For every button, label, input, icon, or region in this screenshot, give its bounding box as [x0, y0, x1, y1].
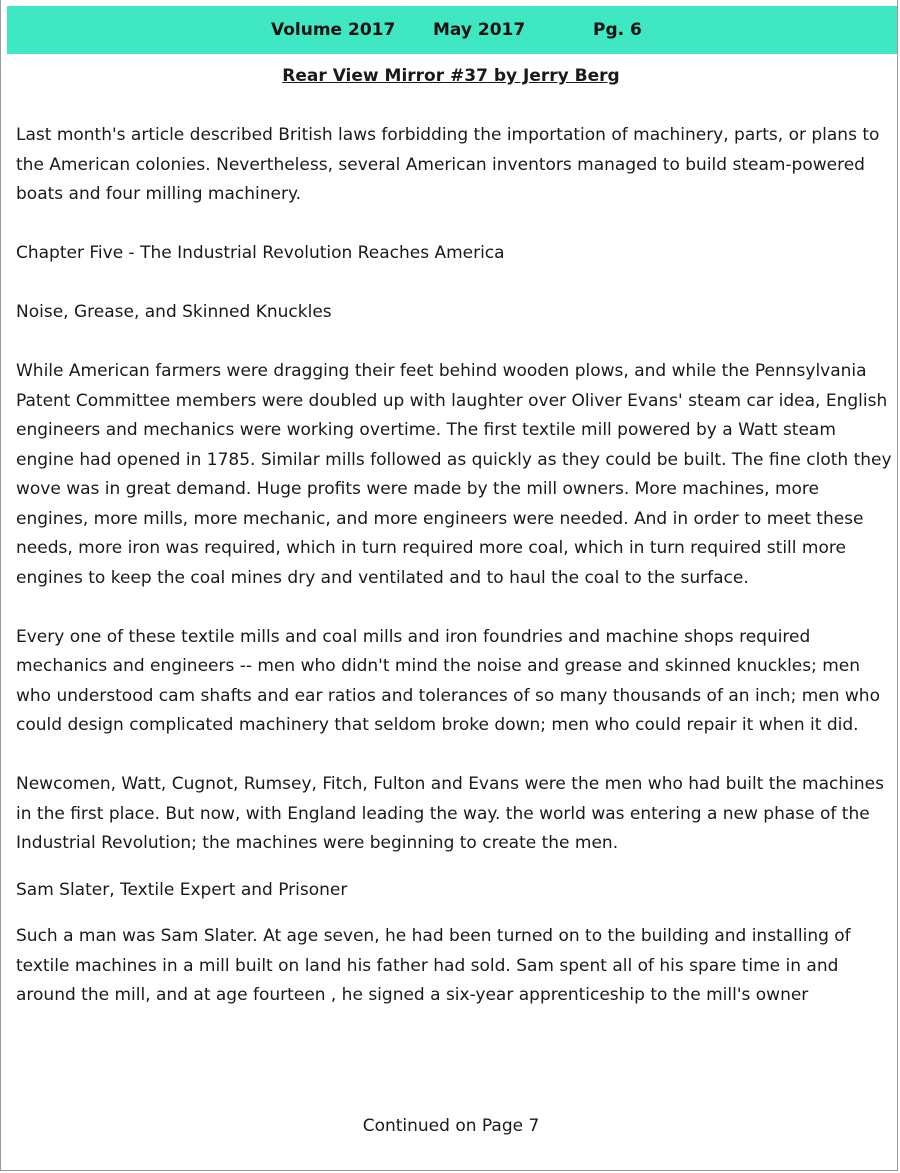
body-paragraph: Every one of these textile mills and coal mills and iron foundries and machine shops required mechanics and engineers -- men who didn't mind the noise and grease and skinned knuckles; men who understood cam shafts and ear ratios and tolerances of so many thousands of an inch; men who could design complicated machinery that seldom broke down; men who could repair it when it did.	[16, 626, 880, 735]
continued-note: Continued on Page 7	[362, 1116, 540, 1136]
article-title: Rear View Mirror #37 by Jerry Berg	[282, 66, 620, 86]
body-paragraph: While American farmers were dragging their feet behind wooden plows, and while the Pennsylvania Patent Committee members were doubled up with laughter over Oliver Evans' steam car idea, English engineers and mechanics were working overtime. The first textile mill powered by a Watt steam engine had opened in 1785. Similar mills followed as quickly as they could be built. The fine cloth they wove was in great demand. Huge profits were made by the mill owners. More machines, more engines, more mills, more mechanic, and more engineers were needed. And in order to meet these needs, more iron was required, which in turn required more coal, which in turn required still more engines to keep the coal mines dry and ventilated and to haul the coal to the surface.	[16, 361, 892, 588]
volume-label: Volume 2017	[271, 20, 396, 40]
article-body	[16, 121, 896, 1011]
body-paragraph: Newcomen, Watt, Cugnot, Rumsey, Fitch, Fulton and Evans were the men who had built the machines in the first place. But now, with England leading the way. the world was entering a new phase of the Industrial Revolution; the machines were beginning to create the men.	[16, 774, 884, 853]
section-heading: Sam Slater, Textile Expert and Prisoner	[16, 879, 348, 900]
issue-date: May 2017	[433, 20, 526, 40]
header-band	[7, 6, 897, 54]
section-heading: Noise, Grease, and Skinned Knuckles	[16, 302, 332, 322]
chapter-heading: Chapter Five - The Industrial Revolution Reaches America	[16, 243, 505, 263]
body-paragraph: Such a man was Sam Slater. At age seven, he had been turned on to the building and installing of textile machines in a mill built on land his father had sold. Sam spent all of his spare time in and around the mill, and at age fourteen , he signed a six-year apprenticeship to the mill's owner	[16, 926, 851, 1005]
page-number: Pg. 6	[593, 20, 642, 40]
intro-paragraph: Last month's article described British laws forbidding the importation of machinery, parts, or plans to the American colonies. Nevertheless, several American inventors managed to build steam-powered boats and four milling machinery.	[16, 125, 880, 204]
